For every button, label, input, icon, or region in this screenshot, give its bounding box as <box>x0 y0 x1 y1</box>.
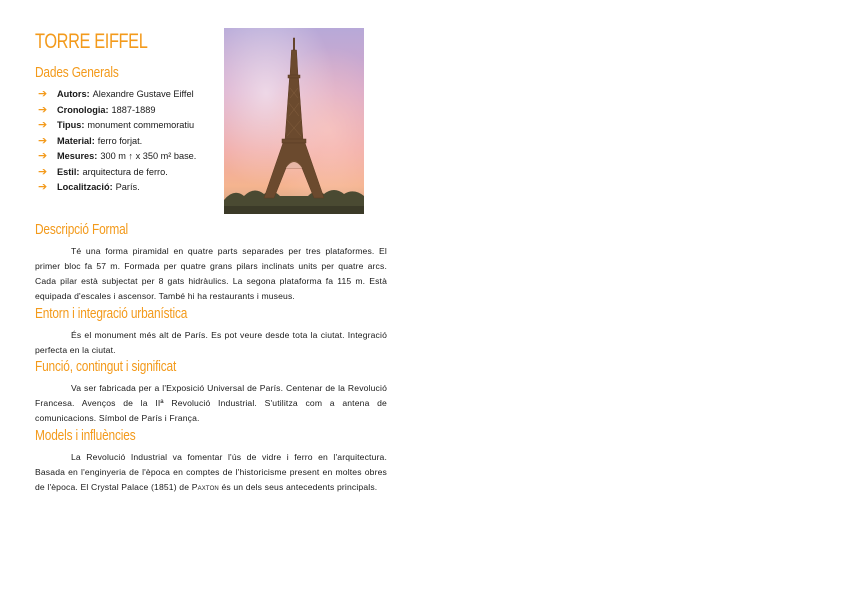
fact-item-tipus: ➔ Tipus: monument commemoratiu <box>38 119 195 132</box>
paragraph-entorn: És el monument més alt de París. Es pot veure desde tota la ciutat. Integració perfecta en la ciutat. <box>35 330 387 355</box>
arrow-right-icon: ➔ <box>38 88 48 101</box>
fact-item-autors: ➔ Autors: Alexandre Gustave Eiffel <box>38 88 194 101</box>
heading-models: Models i influències <box>35 428 136 444</box>
arrow-right-icon: ➔ <box>38 134 48 147</box>
heading-entorn: Entorn i integració urbanística <box>35 306 188 322</box>
paragraph-funcio: Va ser fabricada per a l'Exposició Universal de París. Centenar de la Revolució Francesa. Avenços de la IIª Revolució Industrial. S'utilitza com a antena de comunicacions. Símbol de París i França. <box>35 383 387 423</box>
heading-dades-generals: Dades Generals <box>35 65 119 81</box>
fact-item-localitzacio: ➔ Localització: París. <box>38 181 140 194</box>
arrow-right-icon: ➔ <box>38 103 48 116</box>
arrow-right-icon: ➔ <box>38 150 48 163</box>
fact-item-cronologia: ➔ Cronologia: 1887-1889 <box>38 103 156 116</box>
fact-item-estil: ➔ Estil: arquitectura de ferro. <box>38 165 168 178</box>
arrow-right-icon: ➔ <box>38 119 48 132</box>
paragraph-models: La Revolució Industrial va fomentar l'ús de vidre i ferro en l'arquitectura. Basada en l'enginyeria de l'època en comptes de l'historicisme present en moltes obres de l'època. El Crystal Palace (1851) de Paxton és un dels seus antecedents principals. <box>35 452 387 492</box>
fact-item-material: ➔ Material: ferro forjat. <box>38 134 143 147</box>
facts-list <box>38 87 196 196</box>
page-title: TORRE EIFFEL <box>35 30 148 53</box>
arrow-right-icon: ➔ <box>38 165 48 178</box>
arrow-right-icon: ➔ <box>38 181 48 194</box>
heading-descripcio-formal: Descripció Formal <box>35 222 129 238</box>
heading-funcio: Funció, contingut i significat <box>35 359 177 375</box>
paragraph-descripcio-formal: Té una forma piramidal en quatre parts separades per tres plataformes. El primer bloc fa 57 m. Formada per quatre grans pilars inclinats units per quatre arcs. Cada pilar està subjectat per 8 gats hidràulics. La segona plataforma fa 115 m. Està equipada d'escales i ascensor. També hi ha restaurants i museus. <box>35 246 387 301</box>
eiffel-tower-photo <box>224 28 364 214</box>
fact-item-mesures: ➔ Mesures: 300 m ↑ x 350 m² base. <box>38 150 197 163</box>
